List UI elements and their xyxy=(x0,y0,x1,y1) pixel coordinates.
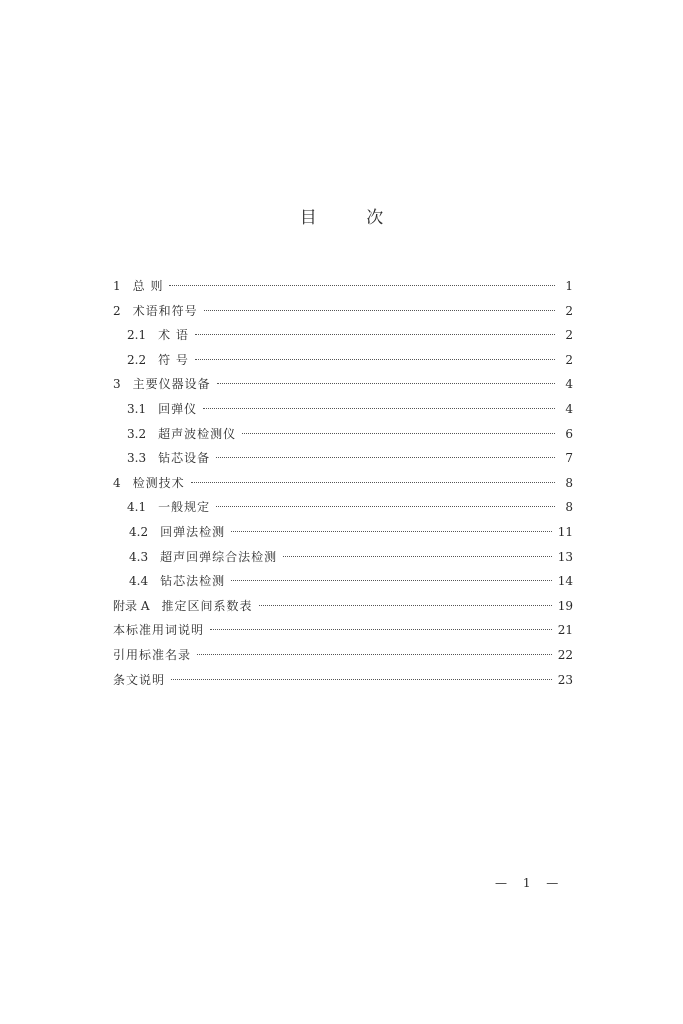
dot-leader xyxy=(171,679,552,680)
toc-entry-page: 4 xyxy=(565,401,573,416)
toc-entry-page: 6 xyxy=(565,426,573,441)
dot-leader xyxy=(197,654,552,655)
dot-leader xyxy=(242,433,555,434)
toc-entry-number: 2.1 xyxy=(127,328,147,343)
toc-entry-page: 4 xyxy=(565,377,573,392)
toc-entry-number: 3.2 xyxy=(127,426,147,441)
toc-entry-title: 一般规定 xyxy=(158,500,211,515)
dot-leader xyxy=(216,457,555,458)
toc-entry-number: 4 xyxy=(113,475,121,490)
dot-leader xyxy=(191,482,555,483)
toc-entry-page: 22 xyxy=(557,647,573,662)
toc-entry-page: 21 xyxy=(557,623,573,638)
dot-leader xyxy=(231,580,552,581)
toc-entry[interactable] xyxy=(113,520,573,545)
dot-leader xyxy=(259,605,552,606)
dot-leader xyxy=(195,359,555,360)
toc-entry[interactable] xyxy=(113,643,573,668)
toc-entry[interactable] xyxy=(113,471,573,496)
toc-entry[interactable] xyxy=(113,545,573,570)
toc-entry[interactable] xyxy=(113,274,573,299)
toc-entry-page: 8 xyxy=(565,475,573,490)
toc-entry[interactable] xyxy=(113,299,573,324)
toc-entry[interactable] xyxy=(113,668,573,693)
toc-entry-number: 2.2 xyxy=(127,352,147,367)
toc-entry-page: 1 xyxy=(565,279,573,293)
toc-entry[interactable] xyxy=(113,446,573,471)
toc-entry-number: 4.3 xyxy=(129,549,149,564)
page-number: — 1 — xyxy=(495,876,565,890)
toc-entry-title: 超声波检测仪 xyxy=(158,426,237,441)
toc-entry[interactable] xyxy=(113,422,573,447)
toc-entry[interactable] xyxy=(113,372,573,397)
toc-entry-number: 2 xyxy=(113,303,121,318)
dot-leader xyxy=(195,334,555,335)
toc-entry-number: 1 xyxy=(113,279,121,293)
toc-entry-title: 本标准用词说明 xyxy=(113,623,205,638)
toc-entry-title: 回弹仪 xyxy=(158,401,198,416)
toc-entry-page: 13 xyxy=(557,549,573,564)
toc-entry-title: 引用标准名录 xyxy=(113,647,192,662)
toc-entry[interactable] xyxy=(113,569,573,594)
toc-entry-title: 钻芯设备 xyxy=(158,451,211,466)
toc-entry[interactable] xyxy=(113,348,573,373)
toc-entry-title: 回弹法检测 xyxy=(160,524,226,539)
toc-entry-number: 附录 A xyxy=(113,598,150,613)
toc-entry[interactable] xyxy=(113,323,573,348)
toc-entry-title: 推定区间系数表 xyxy=(161,598,253,613)
toc-entry-title: 超声回弹综合法检测 xyxy=(160,549,278,564)
dot-leader xyxy=(283,556,552,557)
toc-entry-title: 术 语 xyxy=(158,328,189,343)
toc-entry-page: 8 xyxy=(565,500,573,515)
toc-entry-title: 条文说明 xyxy=(113,672,166,687)
toc-entry-page: 23 xyxy=(557,672,573,687)
dot-leader xyxy=(216,506,555,507)
table-of-contents xyxy=(113,274,573,692)
dot-leader xyxy=(217,383,555,384)
toc-entry-title: 钻芯法检测 xyxy=(160,574,226,589)
dot-leader xyxy=(203,408,555,409)
toc-entry[interactable] xyxy=(113,594,573,619)
toc-entry-number: 4.2 xyxy=(129,524,149,539)
dot-leader xyxy=(231,531,552,532)
dot-leader xyxy=(210,629,552,630)
toc-entry[interactable] xyxy=(113,397,573,422)
toc-entry-number: 3.1 xyxy=(127,401,147,416)
toc-entry-number: 3.3 xyxy=(127,451,147,466)
toc-entry-number: 3 xyxy=(113,377,121,392)
toc-entry-number: 4.1 xyxy=(127,500,147,515)
toc-entry-page: 2 xyxy=(565,352,573,367)
toc-entry-title: 符 号 xyxy=(158,352,189,367)
page-title: 目 次 xyxy=(299,208,406,228)
dot-leader xyxy=(169,285,555,286)
toc-entry-page: 7 xyxy=(565,451,573,466)
toc-entry[interactable] xyxy=(113,618,573,643)
toc-entry-number: 4.4 xyxy=(129,574,149,589)
toc-entry-page: 14 xyxy=(557,574,573,589)
toc-entry-page: 2 xyxy=(565,328,573,343)
toc-entry-page: 2 xyxy=(565,303,573,318)
toc-entry[interactable] xyxy=(113,495,573,520)
toc-entry-page: 11 xyxy=(557,524,573,539)
toc-entry-title: 主要仪器设备 xyxy=(132,377,211,392)
dot-leader xyxy=(204,310,555,311)
toc-entry-title: 总 则 xyxy=(132,279,164,293)
toc-entry-page: 19 xyxy=(557,598,573,613)
toc-entry-title: 术语和符号 xyxy=(132,303,198,318)
toc-entry-title: 检测技术 xyxy=(132,475,185,490)
